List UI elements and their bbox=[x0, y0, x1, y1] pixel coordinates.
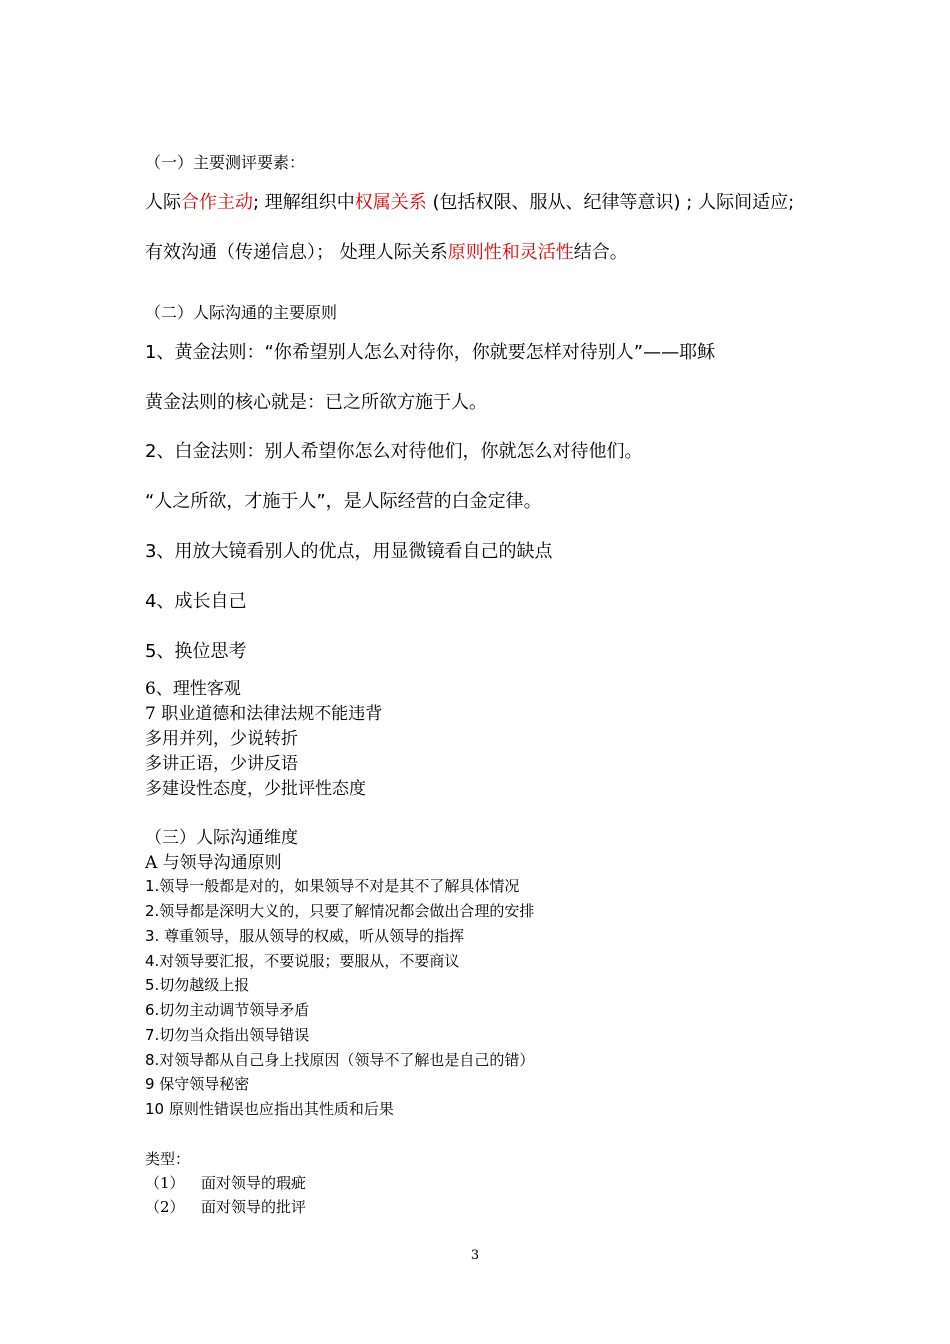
type-text: 面对领导的瑕疵 bbox=[201, 1174, 307, 1192]
type-number: （1） bbox=[145, 1174, 185, 1192]
principle-item: 4、成长自己 bbox=[145, 591, 247, 612]
leader-rule-item: 8.对领导都从自己身上找原因（领导不了解也是自己的错） bbox=[145, 1051, 535, 1069]
leader-rule-item: 7.切勿当众指出领导错误 bbox=[145, 1026, 310, 1044]
principle-item: 多用并列，少说转折 bbox=[145, 729, 298, 749]
text-segment: 结合。 bbox=[573, 242, 628, 263]
principle-item: 1、黄金法则：“你希望别人怎么对待你，你就要怎样对待别人”——耶稣 bbox=[145, 342, 716, 363]
principle-item: 多讲正语，少讲反语 bbox=[145, 754, 298, 774]
type-item bbox=[145, 1196, 306, 1217]
text-segment: (包括权限、服从、纪律等意识) ; 人际间适应; bbox=[426, 192, 795, 213]
leader-rule-item: 2.领导都是深明大义的，只要了解情况都会做出合理的安排 bbox=[145, 902, 535, 920]
principle-item: “人之所欲，才施于人”，是人际经营的白金定律。 bbox=[145, 491, 542, 512]
principle-item: 2、白金法则：别人希望你怎么对待他们，你就怎么对待他们。 bbox=[145, 441, 643, 462]
principle-item: 多建设性态度，少批评性态度 bbox=[145, 779, 366, 799]
leader-rule-item: 3. 尊重领导，服从领导的权威，听从领导的指挥 bbox=[145, 927, 465, 945]
text-segment: ; 理解组织中 bbox=[253, 192, 355, 213]
leader-rule-item: 4.对领导要汇报，不要说服；要服从，不要商议 bbox=[145, 952, 460, 970]
sub-heading: A 与领导沟通原则 bbox=[145, 853, 282, 873]
principle-item: 6、理性客观 bbox=[145, 679, 241, 699]
leader-rule-item: 1.领导一般都是对的，如果领导不对是其不了解具体情况 bbox=[145, 877, 520, 895]
section-heading-3: （三）人际沟通维度 bbox=[145, 828, 298, 848]
section-heading-2: （二）人际沟通的主要原则 bbox=[145, 303, 338, 322]
highlight-text: 原则性和灵活性 bbox=[447, 242, 574, 263]
principle-item: 7 职业道德和法律法规不能违背 bbox=[145, 704, 383, 724]
section-heading-1: （一）主要测评要素： bbox=[145, 153, 306, 172]
leader-rule-item: 9 保守领导秘密 bbox=[145, 1075, 250, 1093]
text-segment: 人际 bbox=[145, 192, 181, 213]
leader-rule-item: 10 原则性错误也应指出其性质和后果 bbox=[145, 1100, 394, 1118]
evaluation-elements-line-2 bbox=[145, 238, 628, 264]
page-number: 3 bbox=[470, 1248, 480, 1263]
leader-rule-item: 5.切勿越级上报 bbox=[145, 976, 250, 994]
text-segment: 有效沟通（传递信息）； 处理人际关系 bbox=[145, 242, 448, 263]
type-text: 面对领导的批评 bbox=[201, 1198, 307, 1216]
highlight-text: 合作主动 bbox=[181, 192, 253, 213]
leader-rule-item: 6.切勿主动调节领导矛盾 bbox=[145, 1001, 310, 1019]
principle-item: 黄金法则的核心就是：已之所欲方施于人。 bbox=[145, 392, 487, 413]
highlight-text: 权属关系 bbox=[354, 192, 427, 213]
type-item bbox=[145, 1172, 306, 1193]
type-number: （2） bbox=[145, 1198, 185, 1216]
evaluation-elements-line-1 bbox=[145, 188, 794, 214]
principle-item: 5、换位思考 bbox=[145, 641, 247, 662]
principle-item: 3、用放大镜看别人的优点，用显微镜看自己的缺点 bbox=[145, 541, 553, 562]
types-label: 类型： bbox=[145, 1150, 191, 1168]
